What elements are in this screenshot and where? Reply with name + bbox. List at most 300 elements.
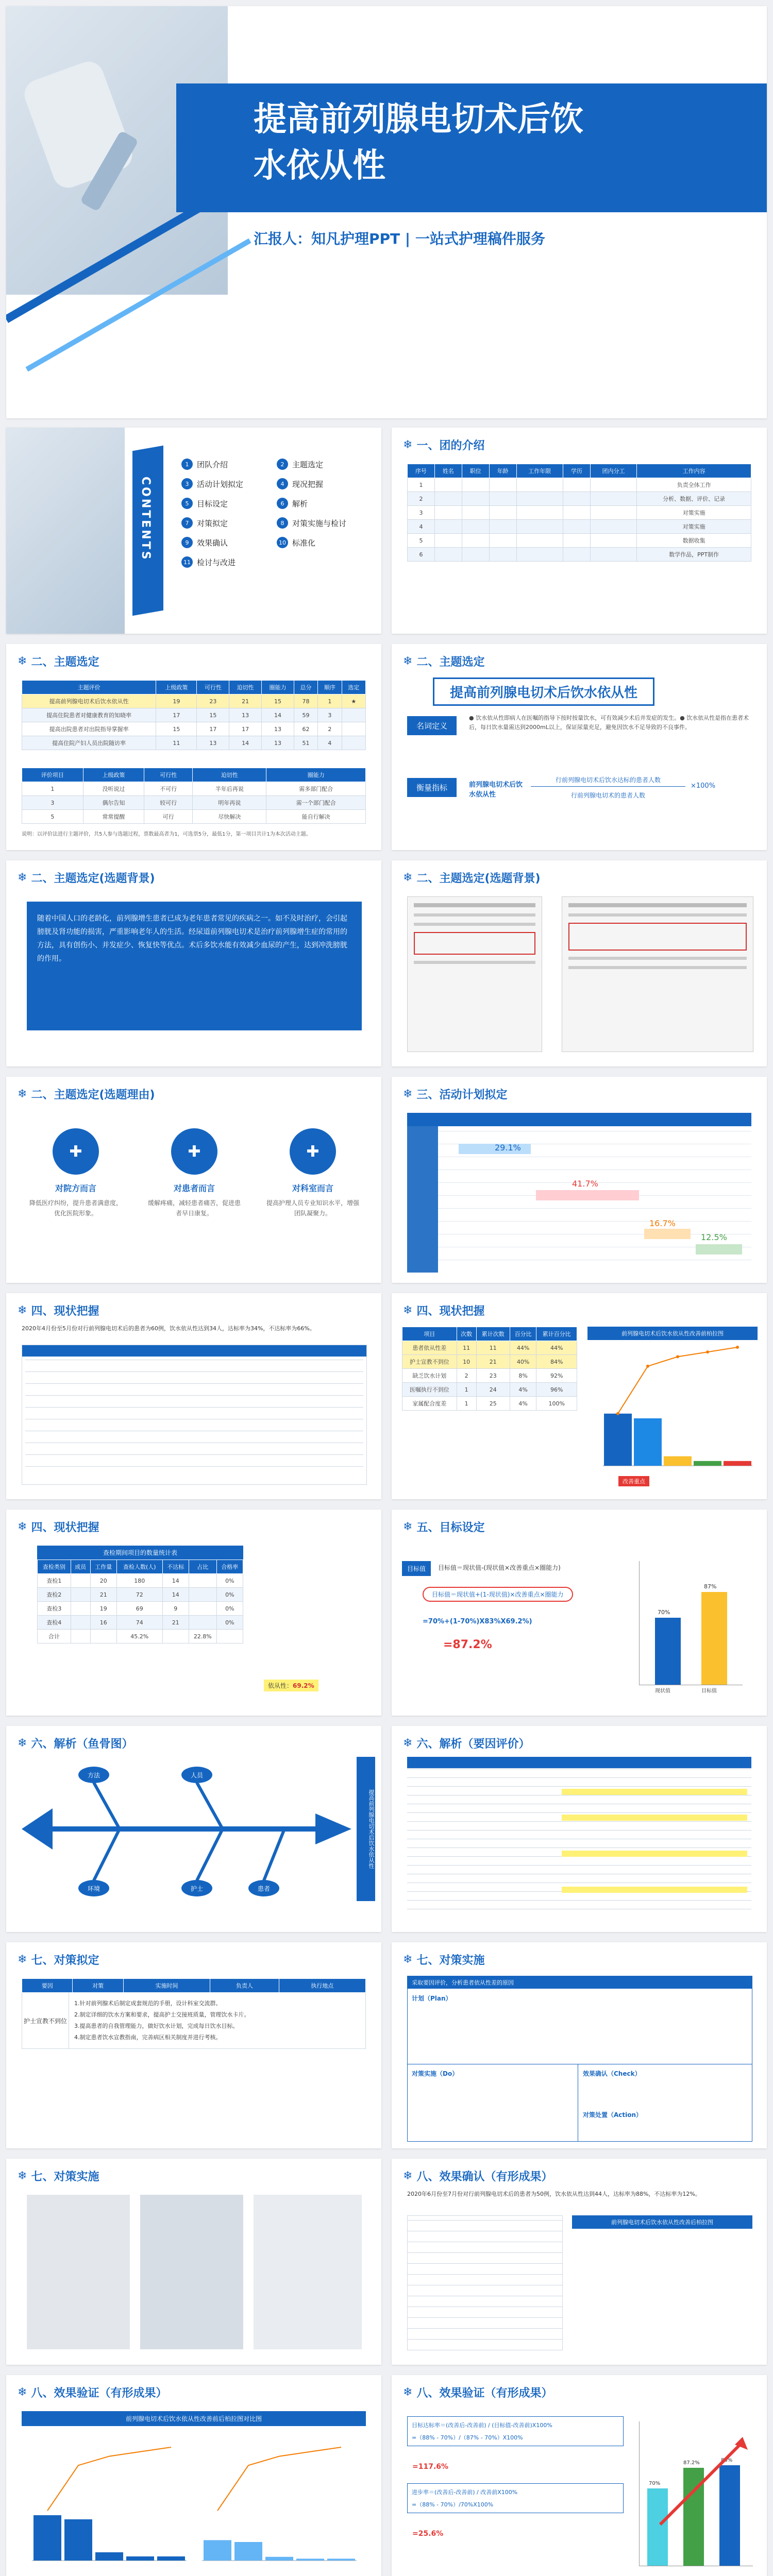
table-header: 上级政策 <box>83 768 144 782</box>
table-cell: 20 <box>90 1574 116 1588</box>
table-cell <box>590 478 636 492</box>
table-cell: 提高住院患者对健康教育的知晓率 <box>22 708 156 722</box>
contents-item-label: 对策实施与检讨 <box>292 518 347 528</box>
status-table <box>402 1327 577 1411</box>
table-cell: 17 <box>156 708 197 722</box>
table-cell: 查检1 <box>38 1574 71 1588</box>
snowflake-icon: ❄ <box>18 1953 27 1966</box>
contents-item-label: 效果确认 <box>197 538 228 548</box>
results3-bar-3-label: 88% <box>721 2458 733 2463</box>
table-cell <box>489 548 516 562</box>
target-bar-after <box>701 1592 727 1685</box>
pdca-check: 效果确认（Check） <box>583 2070 641 2077</box>
table-cell: 0% <box>216 1602 243 1616</box>
fishbone-nurse: 护士 <box>190 1885 204 1892</box>
status-table-wrap <box>402 1327 577 1411</box>
pareto-bar <box>724 1461 751 1466</box>
formula-tail: ×100% <box>691 782 716 790</box>
team-table-wrap <box>407 464 751 562</box>
table-header: 工作量 <box>90 1560 116 1574</box>
table-row <box>22 736 366 750</box>
table-header: 评价项目 <box>22 768 83 782</box>
table-cell <box>462 478 489 492</box>
status-title <box>18 1302 99 1318</box>
reason-items <box>27 1128 362 1218</box>
table-cell <box>462 506 489 520</box>
reason-desc: 降低医疗纠纷，提升患者满意度，优化医院形象。 <box>29 1199 122 1217</box>
table-row <box>408 478 751 492</box>
gantt-left <box>407 1126 438 1273</box>
table-cell: 45.2% <box>116 1630 162 1643</box>
pdca-box <box>407 1976 752 2142</box>
table-cell: 62 <box>294 722 317 736</box>
status-pareto-slide <box>392 1293 767 1499</box>
table-cell <box>434 492 462 506</box>
circle-number-icon: 11 <box>181 556 193 568</box>
table-cell: 13 <box>262 722 294 736</box>
compliance-label: 依从性： <box>268 1682 293 1689</box>
table-cell: 明年再说 <box>193 796 266 810</box>
table-cell <box>563 520 590 534</box>
contents-item[interactable] <box>277 459 372 470</box>
pareto-bar <box>634 1418 662 1466</box>
contents-item[interactable] <box>181 459 277 470</box>
snowflake-icon: ❄ <box>18 1520 27 1533</box>
table-row <box>402 1397 577 1411</box>
theme-select-table-wrap <box>22 680 366 750</box>
progress-rate-box <box>407 2483 624 2513</box>
table-header: 总分 <box>294 681 317 694</box>
plan-title-text: 三、活动计划拟定 <box>416 1089 508 1101</box>
table-cell <box>563 478 590 492</box>
table-cell: 8% <box>510 1369 536 1383</box>
table-cell: 2 <box>457 1369 476 1383</box>
table-header: 要因 <box>22 1979 73 1993</box>
theme-select-note: 说明：以评价法进行主题评价，共5人参与选题过程，票数最高者为1，可选票5分，最低1分，第一项目共计1为本次活动主题。 <box>22 832 311 837</box>
snowflake-icon: ❄ <box>18 1736 27 1750</box>
contents-item-label: 现况把握 <box>292 479 324 489</box>
pareto-chart-before <box>587 1342 758 1476</box>
table-cell <box>434 506 462 520</box>
table-header: 主题评价 <box>22 681 156 694</box>
table-cell: 21 <box>90 1588 116 1602</box>
table-header: 可行性 <box>144 768 193 782</box>
snowflake-icon: ❄ <box>403 1736 413 1750</box>
table-cell: 23 <box>476 1369 510 1383</box>
table-cell: 78 <box>294 694 317 708</box>
target-result: =87.2% <box>443 1638 492 1651</box>
table-header: 工作内容 <box>637 464 751 478</box>
table-cell <box>342 708 365 722</box>
results3-slide <box>392 2375 767 2576</box>
target-x-label-1: 现状值 <box>655 1688 670 1694</box>
implement-title <box>403 1952 484 1968</box>
table-cell: 可行 <box>144 810 193 824</box>
table-cell <box>189 1588 216 1602</box>
background-title-text: 二、主题选定(选题背景) <box>31 872 155 885</box>
results2-slide <box>6 2375 381 2576</box>
gantt-bar-3 <box>644 1229 691 1239</box>
contents-item[interactable] <box>181 517 277 529</box>
contents-item[interactable] <box>181 498 277 509</box>
table-cell <box>216 1630 243 1643</box>
theme-select-slide <box>6 644 381 850</box>
table-row <box>402 1355 577 1369</box>
target-bar-chart <box>639 1561 743 1694</box>
reason-item <box>27 1128 125 1218</box>
table-cell <box>434 534 462 548</box>
cover-title-line1: 提高前列腺电切术后饮 <box>254 100 583 139</box>
table-cell: 患者依从性差 <box>402 1341 457 1355</box>
table-cell: 10 <box>457 1355 476 1369</box>
contents-item[interactable] <box>181 556 277 568</box>
contents-list <box>181 459 372 568</box>
results3-title <box>403 2384 552 2400</box>
table-row <box>402 1383 577 1397</box>
cover-slide <box>6 6 767 418</box>
table-header: 查检人数(人) <box>116 1560 162 1574</box>
fishbone-environment: 环境 <box>87 1885 100 1892</box>
table-cell: 19 <box>156 694 197 708</box>
table-cell <box>71 1616 90 1630</box>
theme-name-title-text: 二、主题选定 <box>416 656 485 669</box>
table-cell <box>516 520 563 534</box>
pareto-point <box>706 1350 709 1353</box>
table-cell: 51 <box>294 736 317 750</box>
status2-table-title: 查检期间项目的数量统计表 <box>37 1546 243 1560</box>
cover-subtitle: 汇报人：知凡护理PPT | 一站式护理稿件服务 <box>254 230 545 247</box>
background-title-2 <box>403 870 541 886</box>
table-cell: 查检3 <box>38 1602 71 1616</box>
table-cell <box>434 548 462 562</box>
table-row <box>22 810 366 824</box>
table-cell: 69 <box>116 1602 162 1616</box>
snowflake-icon: ❄ <box>18 2385 27 2399</box>
compare-bar <box>95 2552 123 2561</box>
reason-label: 对科室而言 <box>292 1183 333 1193</box>
snowflake-icon: ❄ <box>18 2169 27 2182</box>
table-cell <box>590 506 636 520</box>
background-slide <box>6 860 381 1066</box>
table-header: 姓名 <box>434 464 462 478</box>
results3-title-text: 八、效果验证（有形成果） <box>416 2387 553 2400</box>
results-checksheet <box>407 2215 563 2350</box>
table-header: 学历 <box>563 464 590 478</box>
table-row <box>38 1616 243 1630</box>
target-formula-label: 目标值 <box>402 1561 431 1576</box>
table-cell: 14 <box>162 1574 189 1588</box>
snowflake-icon: ❄ <box>403 1953 413 1966</box>
pareto-bar <box>604 1414 632 1466</box>
table-cell <box>434 478 462 492</box>
implement-photos-title <box>18 2168 99 2184</box>
table-cell: 5 <box>408 534 435 548</box>
table-cell <box>71 1630 90 1643</box>
table-header: 实施时间 <box>123 1979 210 1993</box>
target-slide <box>392 1510 767 1716</box>
pdca-plan: 计划（Plan） <box>412 1995 452 2002</box>
table-row <box>22 722 366 736</box>
goal-rate-box <box>407 2416 624 2446</box>
goal-rate-formula: 目标达标率＝(改善后-改善前) / (目标值-改善前)X100% <box>412 2422 552 2429</box>
reason-title <box>18 1086 155 1102</box>
table-cell <box>71 1602 90 1616</box>
circle-number-icon: 2 <box>277 459 288 470</box>
reason-icon: ✚ <box>53 1128 99 1175</box>
implement-photos-title-text: 七、对策实施 <box>31 2171 99 2183</box>
table-cell: 1 <box>22 782 83 796</box>
table-cell: 提高前列腺电切术后饮水依从性 <box>22 694 156 708</box>
pareto-point <box>736 1346 739 1349</box>
contents-item[interactable] <box>277 517 372 529</box>
table-cell <box>516 478 563 492</box>
measure-item: 3.提高患者的自我管理能力，做好饮水计划，完成每日饮水目标。 <box>74 2023 239 2029</box>
table-cell: 21 <box>476 1355 510 1369</box>
table-cell: 9 <box>162 1602 189 1616</box>
target-bar-before-label: 70% <box>658 1609 670 1616</box>
compare-bar <box>64 2519 92 2561</box>
pareto-point <box>646 1365 649 1368</box>
table-row <box>38 1588 243 1602</box>
circle-number-icon: 3 <box>181 478 193 489</box>
table-cell <box>189 1616 216 1630</box>
table-cell: 较可行 <box>144 796 193 810</box>
table-cell: 17 <box>197 722 229 736</box>
table-cell: 25 <box>476 1397 510 1411</box>
table-cell: 11 <box>457 1341 476 1355</box>
gantt-bar-2 <box>536 1190 639 1200</box>
table-cell: 84% <box>536 1355 577 1369</box>
goal-rate-result: =117.6% <box>412 2463 449 2471</box>
table-cell: 数据收集 <box>637 534 751 548</box>
table-cell: 11 <box>476 1341 510 1355</box>
results2-title-text: 八、效果验证（有形成果） <box>31 2387 167 2400</box>
fishbone-title-text: 六、解析（鱼骨图） <box>31 1738 133 1751</box>
table-cell <box>516 534 563 548</box>
table-cell: 4 <box>408 520 435 534</box>
table-cell: 4 <box>318 736 342 750</box>
reason-desc: 提高护理人员专业知识水平，增强团队凝聚力。 <box>266 1199 359 1217</box>
table-cell: 护士宣教不到位 <box>402 1355 457 1369</box>
plan-title <box>403 1086 507 1102</box>
table-header: 圈能力 <box>266 768 366 782</box>
target-bar-after-label: 87% <box>704 1583 717 1590</box>
table-header: 累计百分比 <box>536 1327 577 1341</box>
plan-percent-4: 12.5% <box>701 1232 727 1242</box>
fishbone-diagram <box>6 1752 381 1927</box>
table-cell: 14 <box>229 736 262 750</box>
contents-item[interactable] <box>277 498 372 509</box>
fishbone-patient: 患者 <box>257 1885 271 1892</box>
progress-rate-calc: =（88% - 70%）/70%X100% <box>412 2501 494 2508</box>
table-cell: 13 <box>262 736 294 750</box>
results2-title <box>18 2384 167 2400</box>
literature-image-1 <box>407 896 542 1052</box>
table-cell: 2 <box>318 722 342 736</box>
table-cell: 偶尔告知 <box>83 796 144 810</box>
measure-item: 1.针对前列腺术后制定成套规范的手册，设计科室交流群。 <box>74 2000 222 2007</box>
table-cell: 没听说过 <box>83 782 144 796</box>
snowflake-icon: ❄ <box>403 871 413 884</box>
measure-item: 4.制定患者饮水宣教指南，完善病区相关制度并进行考核。 <box>74 2034 222 2041</box>
literature-image-2 <box>562 896 753 1052</box>
pareto-point <box>676 1355 679 1358</box>
snowflake-icon: ❄ <box>403 1520 413 1533</box>
snowflake-icon: ❄ <box>403 2385 413 2399</box>
progress-rate-formula: 进步率＝(改善后-改善前) / 改善前X100% <box>412 2489 518 2496</box>
contents-item-label: 主题选定 <box>292 460 324 469</box>
table-cell: 40% <box>510 1355 536 1369</box>
table-header: 年龄 <box>489 464 516 478</box>
table-row <box>22 796 366 810</box>
implement-photo-2 <box>140 2195 243 2349</box>
compare-bar <box>265 2557 293 2561</box>
background-title-2-text: 二、主题选定(选题背景) <box>416 872 541 885</box>
table-cell <box>434 520 462 534</box>
status2-title <box>18 1519 99 1535</box>
compare-bar <box>296 2558 324 2561</box>
table-cell: 23 <box>197 694 229 708</box>
measure-table-wrap <box>22 1978 366 2049</box>
table-cell: 2 <box>408 492 435 506</box>
table-cell <box>489 492 516 506</box>
snowflake-icon: ❄ <box>18 1087 27 1100</box>
cover-title-line2: 水依从性 <box>254 147 385 185</box>
table-cell: 0% <box>216 1588 243 1602</box>
contents-slide <box>6 428 381 634</box>
table-cell <box>590 492 636 506</box>
cause-eval-table <box>407 1757 751 1922</box>
status-intro: 2020年4月份至5月份对行前列腺电切术后的患者为60例，饮水依从性达到34人，达标率为34%，不达标率为66%。 <box>22 1325 315 1332</box>
table-cell <box>489 506 516 520</box>
target-formula-a: 目标值＝现状值-(现状值×改善重点×圈能力) <box>438 1564 561 1571</box>
circle-number-icon: 10 <box>277 537 288 548</box>
status-title-text: 四、现状把握 <box>31 1305 99 1318</box>
table-cell: 92% <box>536 1369 577 1383</box>
table-cell <box>563 534 590 548</box>
table-header: 团内分工 <box>590 464 636 478</box>
goal-rate-calc: =（88% - 70%）/（87% - 70%）X100% <box>412 2434 523 2441</box>
table-row <box>408 506 751 520</box>
compare-cumulative-line <box>47 2447 171 2511</box>
table-cell: 72 <box>116 1588 162 1602</box>
table-row <box>408 492 751 506</box>
snowflake-icon: ❄ <box>403 1303 413 1317</box>
table-cell <box>516 548 563 562</box>
table-cell: 22.8% <box>189 1630 216 1643</box>
table-cell <box>162 1630 189 1643</box>
measure-body <box>22 1993 366 2049</box>
table-cell <box>90 1630 116 1643</box>
contents-item-label: 团队介绍 <box>197 460 228 469</box>
table-cell: 15 <box>156 722 197 736</box>
table-cell: 4% <box>510 1383 536 1397</box>
table-cell: 合计 <box>38 1630 71 1643</box>
status-checksheet <box>22 1345 367 1485</box>
table-cell: 能自行解决 <box>266 810 366 824</box>
table-cell: ★ <box>342 694 365 708</box>
table-header: 工作年限 <box>516 464 563 478</box>
pdca-topic: 采取要因评价，分析患者依从性差的原因 <box>408 1976 752 1989</box>
snowflake-icon: ❄ <box>403 438 413 451</box>
reason-icon: ✚ <box>171 1128 217 1175</box>
reason-item <box>264 1128 362 1218</box>
fishbone-head-label: 提高前列腺电切术后饮水依从性 <box>357 1757 375 1901</box>
progress-rate-result: =25.6% <box>412 2530 444 2538</box>
table-cell: 常常提醒 <box>83 810 144 824</box>
theme-name-slide <box>392 644 767 850</box>
table-cell: 13 <box>197 736 229 750</box>
compare-bar <box>204 2540 231 2561</box>
table-cell: 100% <box>536 1397 577 1411</box>
table-header: 上级政策 <box>156 681 197 694</box>
circle-number-icon: 5 <box>181 498 193 509</box>
cause-eval-slide <box>392 1726 767 1932</box>
table-row <box>402 1369 577 1383</box>
table-header: 执行地点 <box>279 1979 365 1993</box>
contents-item[interactable] <box>277 537 372 548</box>
background-title <box>18 870 155 886</box>
table-header: 圈能力 <box>262 681 294 694</box>
table-cell <box>489 478 516 492</box>
table-cell: 21 <box>162 1616 189 1630</box>
team-slide <box>392 428 767 634</box>
status2-table <box>37 1560 243 1643</box>
contents-item-label: 目标设定 <box>197 499 228 509</box>
implement-title-text: 七、对策实施 <box>416 1954 485 1967</box>
table-cell <box>563 548 590 562</box>
table-cell <box>462 520 489 534</box>
table-cell: 提高出院患者对出院指导掌握率 <box>22 722 156 736</box>
implement-photos-slide <box>6 2159 381 2365</box>
table-cell: 需一个部门配合 <box>266 796 366 810</box>
table-row <box>38 1602 243 1616</box>
table-header: 累计次数 <box>476 1327 510 1341</box>
table-cell: 3 <box>408 506 435 520</box>
table-cell: 44% <box>536 1341 577 1355</box>
table-cell: 21 <box>229 694 262 708</box>
status-pareto-title-text: 四、现状把握 <box>416 1305 485 1318</box>
contents-item[interactable] <box>181 537 277 548</box>
measure-table-head <box>22 1978 366 1993</box>
table-header: 顺序 <box>318 681 342 694</box>
target-formula-b: =70%+(1-70%)X83%X69.2%) <box>423 1618 532 1625</box>
fishbone-method: 方法 <box>87 1772 100 1779</box>
measure-title-text: 七、对策拟定 <box>31 1954 99 1967</box>
table-cell: 数学作品，PPT制作 <box>637 548 751 562</box>
table-header: 对策 <box>73 1979 123 1993</box>
contents-item[interactable] <box>277 478 372 489</box>
table-cell <box>516 506 563 520</box>
pareto-chart-title: 前列腺电切术后饮水依从性改善前柏拉图 <box>587 1327 758 1340</box>
results3-bar-2-label: 87.2% <box>683 2460 700 2466</box>
fishbone-title <box>18 1735 133 1751</box>
table-cell: 13 <box>229 708 262 722</box>
table-cell <box>590 534 636 548</box>
table-cell <box>342 736 365 750</box>
reason-desc: 缓解疼痛，减轻患者痛苦，促进患者早日康复。 <box>147 1199 241 1217</box>
table-cell <box>462 548 489 562</box>
contents-item[interactable] <box>181 478 277 489</box>
pdca-act: 对策处置（Action） <box>583 2111 643 2119</box>
table-cell: 1 <box>457 1397 476 1411</box>
measure-cause: 护士宣教不到位 <box>23 2017 67 2025</box>
target-title <box>403 1519 484 1535</box>
table-cell <box>489 520 516 534</box>
theme-name-title <box>403 653 484 669</box>
table-cell: 3 <box>22 796 83 810</box>
snowflake-icon: ❄ <box>403 2169 413 2182</box>
